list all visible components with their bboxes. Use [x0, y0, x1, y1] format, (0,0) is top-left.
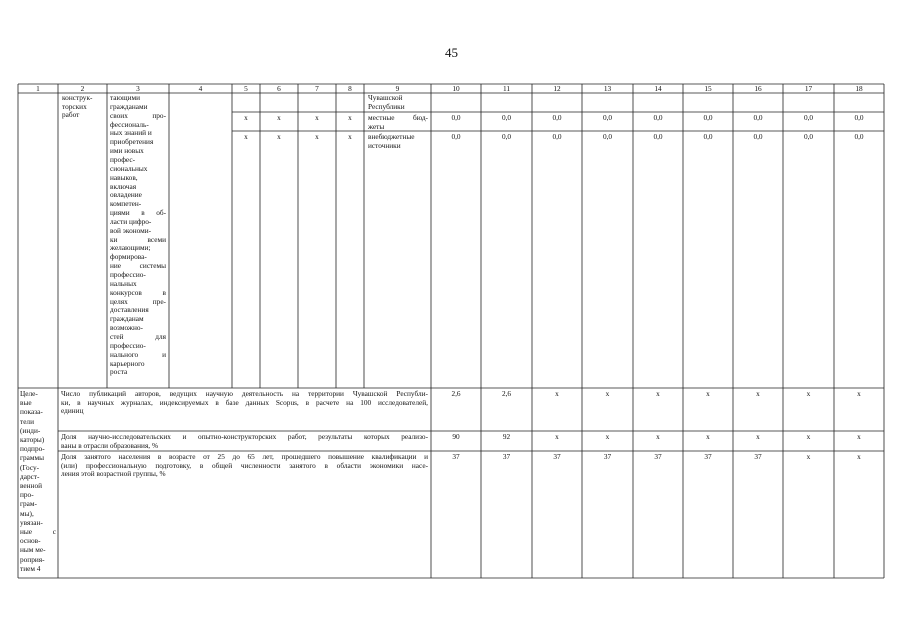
col3-line: роста [110, 367, 128, 377]
indicator-text-line: ки, в научных журналах, индексируемых в базе данных Scopus, в расчете на 100 исследователей, [61, 397, 428, 407]
indicator-value: x [806, 452, 811, 461]
col3-line: конкурсов в [110, 287, 166, 297]
header-cell: 12 [553, 84, 561, 93]
header-cell: 11 [502, 84, 511, 93]
indicator-value: x [656, 432, 660, 441]
value-cell: 0,0 [451, 113, 461, 122]
indicator-value: x [806, 389, 811, 398]
col3-line: овладение [110, 190, 142, 200]
x-mark: x [244, 113, 248, 122]
col3-line: стей для [110, 331, 166, 341]
col3-line: гражданам [110, 314, 144, 324]
col3-line: ных знаний и [110, 128, 152, 138]
indicator-text-line: (или) профессиональную подготовку, в общей численности занятого в области экономики насе- [61, 460, 428, 470]
indicator-value: x [656, 389, 660, 398]
indicator-value: 37 [553, 452, 561, 461]
col3-line: ки всеми [110, 234, 166, 244]
col3-line: ими новых [110, 146, 144, 156]
indicator-text-line: ваны в отрасли образования, % [61, 440, 159, 450]
header-cell: 16 [754, 84, 762, 93]
col3-line: вой экономи- [110, 225, 152, 235]
value-cell: 0,0 [602, 132, 613, 141]
header-cell: 7 [315, 84, 319, 93]
target-label-line: основ- [20, 536, 41, 546]
target-label-line: (инди- [20, 425, 41, 435]
indicator-value: 2,6 [501, 389, 512, 398]
col3-line: включая [110, 181, 137, 191]
value-cell: 0,0 [602, 113, 613, 122]
header-cell: 4 [198, 84, 203, 93]
header-cell: 15 [704, 84, 712, 93]
source-line: местные бюд- [368, 113, 428, 122]
indicator-value: x [857, 389, 861, 398]
header-cell: 2 [80, 84, 85, 93]
source-line: Республики [368, 101, 405, 111]
col3-line: ние системы [110, 261, 166, 271]
col2-line: торских [62, 101, 87, 111]
indicator-value: x [605, 432, 610, 441]
indicator-value: x [706, 389, 710, 398]
x-mark: x [244, 132, 248, 141]
header-cell: 10 [452, 84, 460, 93]
col3-line: возможно- [110, 323, 143, 333]
indicator-value: 2,6 [451, 389, 461, 398]
indicator-text-line: Число публикаций авторов, ведущих научную деятельность на территории Чувашской Республи- [61, 389, 428, 398]
x-mark: x [315, 132, 319, 141]
value-cell: 0,0 [653, 113, 663, 122]
target-label-line: показа- [20, 407, 43, 417]
col3-line: формирова- [110, 252, 147, 262]
value-cell: 0,0 [552, 113, 562, 122]
col3-line: нальных [110, 278, 137, 288]
indicator-value: x [555, 389, 559, 398]
col3-line: желающими; [110, 243, 151, 253]
indicator-value: x [555, 432, 559, 441]
col3-line: навыков, [110, 172, 138, 182]
target-label-line: (Госу- [20, 462, 40, 472]
target-label-line: каторы) [20, 435, 45, 444]
target-label-line: ные с [20, 527, 56, 536]
value-cell: 0,0 [653, 132, 663, 141]
indicator-value: x [806, 432, 811, 441]
indicator-text-line: ления этой возрастной группы, % [61, 469, 166, 479]
value-cell: 0,0 [854, 132, 864, 141]
col3-line: тающими [110, 93, 141, 102]
indicator-value: 37 [452, 452, 460, 461]
value-cell: 0,0 [552, 132, 562, 141]
header-cell: 1 [36, 84, 40, 93]
value-cell: 0,0 [451, 132, 461, 141]
target-label-line: граммы [20, 453, 45, 463]
indicator-value: 37 [704, 452, 712, 461]
col3-line: сиональных [110, 163, 148, 173]
x-mark: x [277, 113, 281, 122]
col3-line: нального и [110, 349, 166, 359]
target-label-line: мы), [20, 508, 34, 518]
col3-line: циями в об- [110, 208, 166, 218]
value-cell: 0,0 [803, 113, 814, 122]
header-cell: 3 [136, 84, 140, 93]
x-mark: x [277, 132, 281, 141]
indicator-value: x [756, 389, 760, 398]
x-mark: x [348, 132, 352, 141]
source-line: Чувашской [368, 93, 403, 102]
target-label-line: тием 4 [20, 563, 41, 573]
indicator-value: 92 [502, 432, 511, 441]
target-label-line: Целе- [20, 389, 38, 398]
col3-line: карьерного [110, 358, 145, 368]
indicator-text-line: Доля занятого населения в возрасте от 25 до 65 лет, прошедшего повышение квалификации и [61, 452, 428, 461]
col3-line: целях пре- [110, 296, 166, 306]
value-cell: 0,0 [753, 113, 763, 122]
target-label-line: венной [20, 481, 43, 490]
col3-line: ласти цифро- [110, 216, 152, 226]
target-label-line: ным ме- [20, 545, 46, 555]
col3-line: профессио- [110, 340, 146, 350]
indicator-value: x [857, 432, 861, 441]
indicator-value: 37 [603, 452, 612, 461]
col3-line: доставления [110, 305, 149, 315]
value-cell: 0,0 [501, 132, 512, 141]
col3-line: профессио- [110, 270, 146, 279]
col3-line: своих про- [110, 110, 166, 120]
indicator-value: 37 [754, 452, 762, 461]
target-label-line: дарст- [20, 471, 40, 481]
target-label-line: подпро- [20, 444, 45, 454]
header-cell: 5 [244, 84, 248, 93]
indicator-value: x [605, 389, 610, 398]
col3-line: фессиональ- [110, 119, 149, 129]
value-cell: 0,0 [753, 132, 763, 141]
target-label-line: увязан- [20, 517, 43, 527]
indicator-value: 37 [502, 452, 511, 461]
x-mark: x [348, 113, 352, 122]
col2-line: конструк- [62, 93, 93, 102]
indicator-value: 90 [452, 432, 460, 441]
target-label-line: грам- [20, 499, 37, 509]
header-cell: 13 [603, 84, 612, 93]
col3-line: профес- [110, 154, 136, 164]
value-cell: 0,0 [703, 132, 713, 141]
target-label-line: роприя- [20, 554, 45, 564]
header-cell: 18 [855, 84, 863, 93]
value-cell: 0,0 [854, 113, 864, 122]
source-line: источники [368, 140, 401, 150]
source-line: внебюджетные [368, 132, 415, 141]
indicator-value: x [756, 432, 760, 441]
page-number: 45 [445, 45, 458, 60]
value-cell: 0,0 [803, 132, 814, 141]
x-mark: x [315, 113, 319, 122]
target-label-line: про- [20, 490, 34, 500]
header-cell: 14 [654, 84, 662, 93]
target-label-line: вые [20, 398, 32, 408]
source-line: жеты [368, 121, 385, 131]
value-cell: 0,0 [501, 113, 512, 122]
col3-line: приобретения [110, 137, 154, 147]
header-cell: 6 [277, 84, 281, 93]
value-cell: 0,0 [703, 113, 713, 122]
indicator-text-line: единиц [61, 406, 84, 416]
header-cell: 9 [395, 84, 400, 93]
col3-line: гражданами [110, 101, 148, 111]
indicator-value: x [706, 432, 710, 441]
indicator-text-line: Доля научно-исследовательских и опытно-конструкторских работ, результаты которых реализо- [61, 432, 428, 441]
indicator-value: x [857, 452, 861, 461]
indicator-value: 37 [654, 452, 662, 461]
col2-line: работ [62, 110, 80, 120]
target-label-line: тели [20, 416, 34, 426]
col3-line: компетен- [110, 199, 142, 209]
header-cell: 8 [348, 84, 352, 93]
header-cell: 17 [804, 84, 813, 93]
